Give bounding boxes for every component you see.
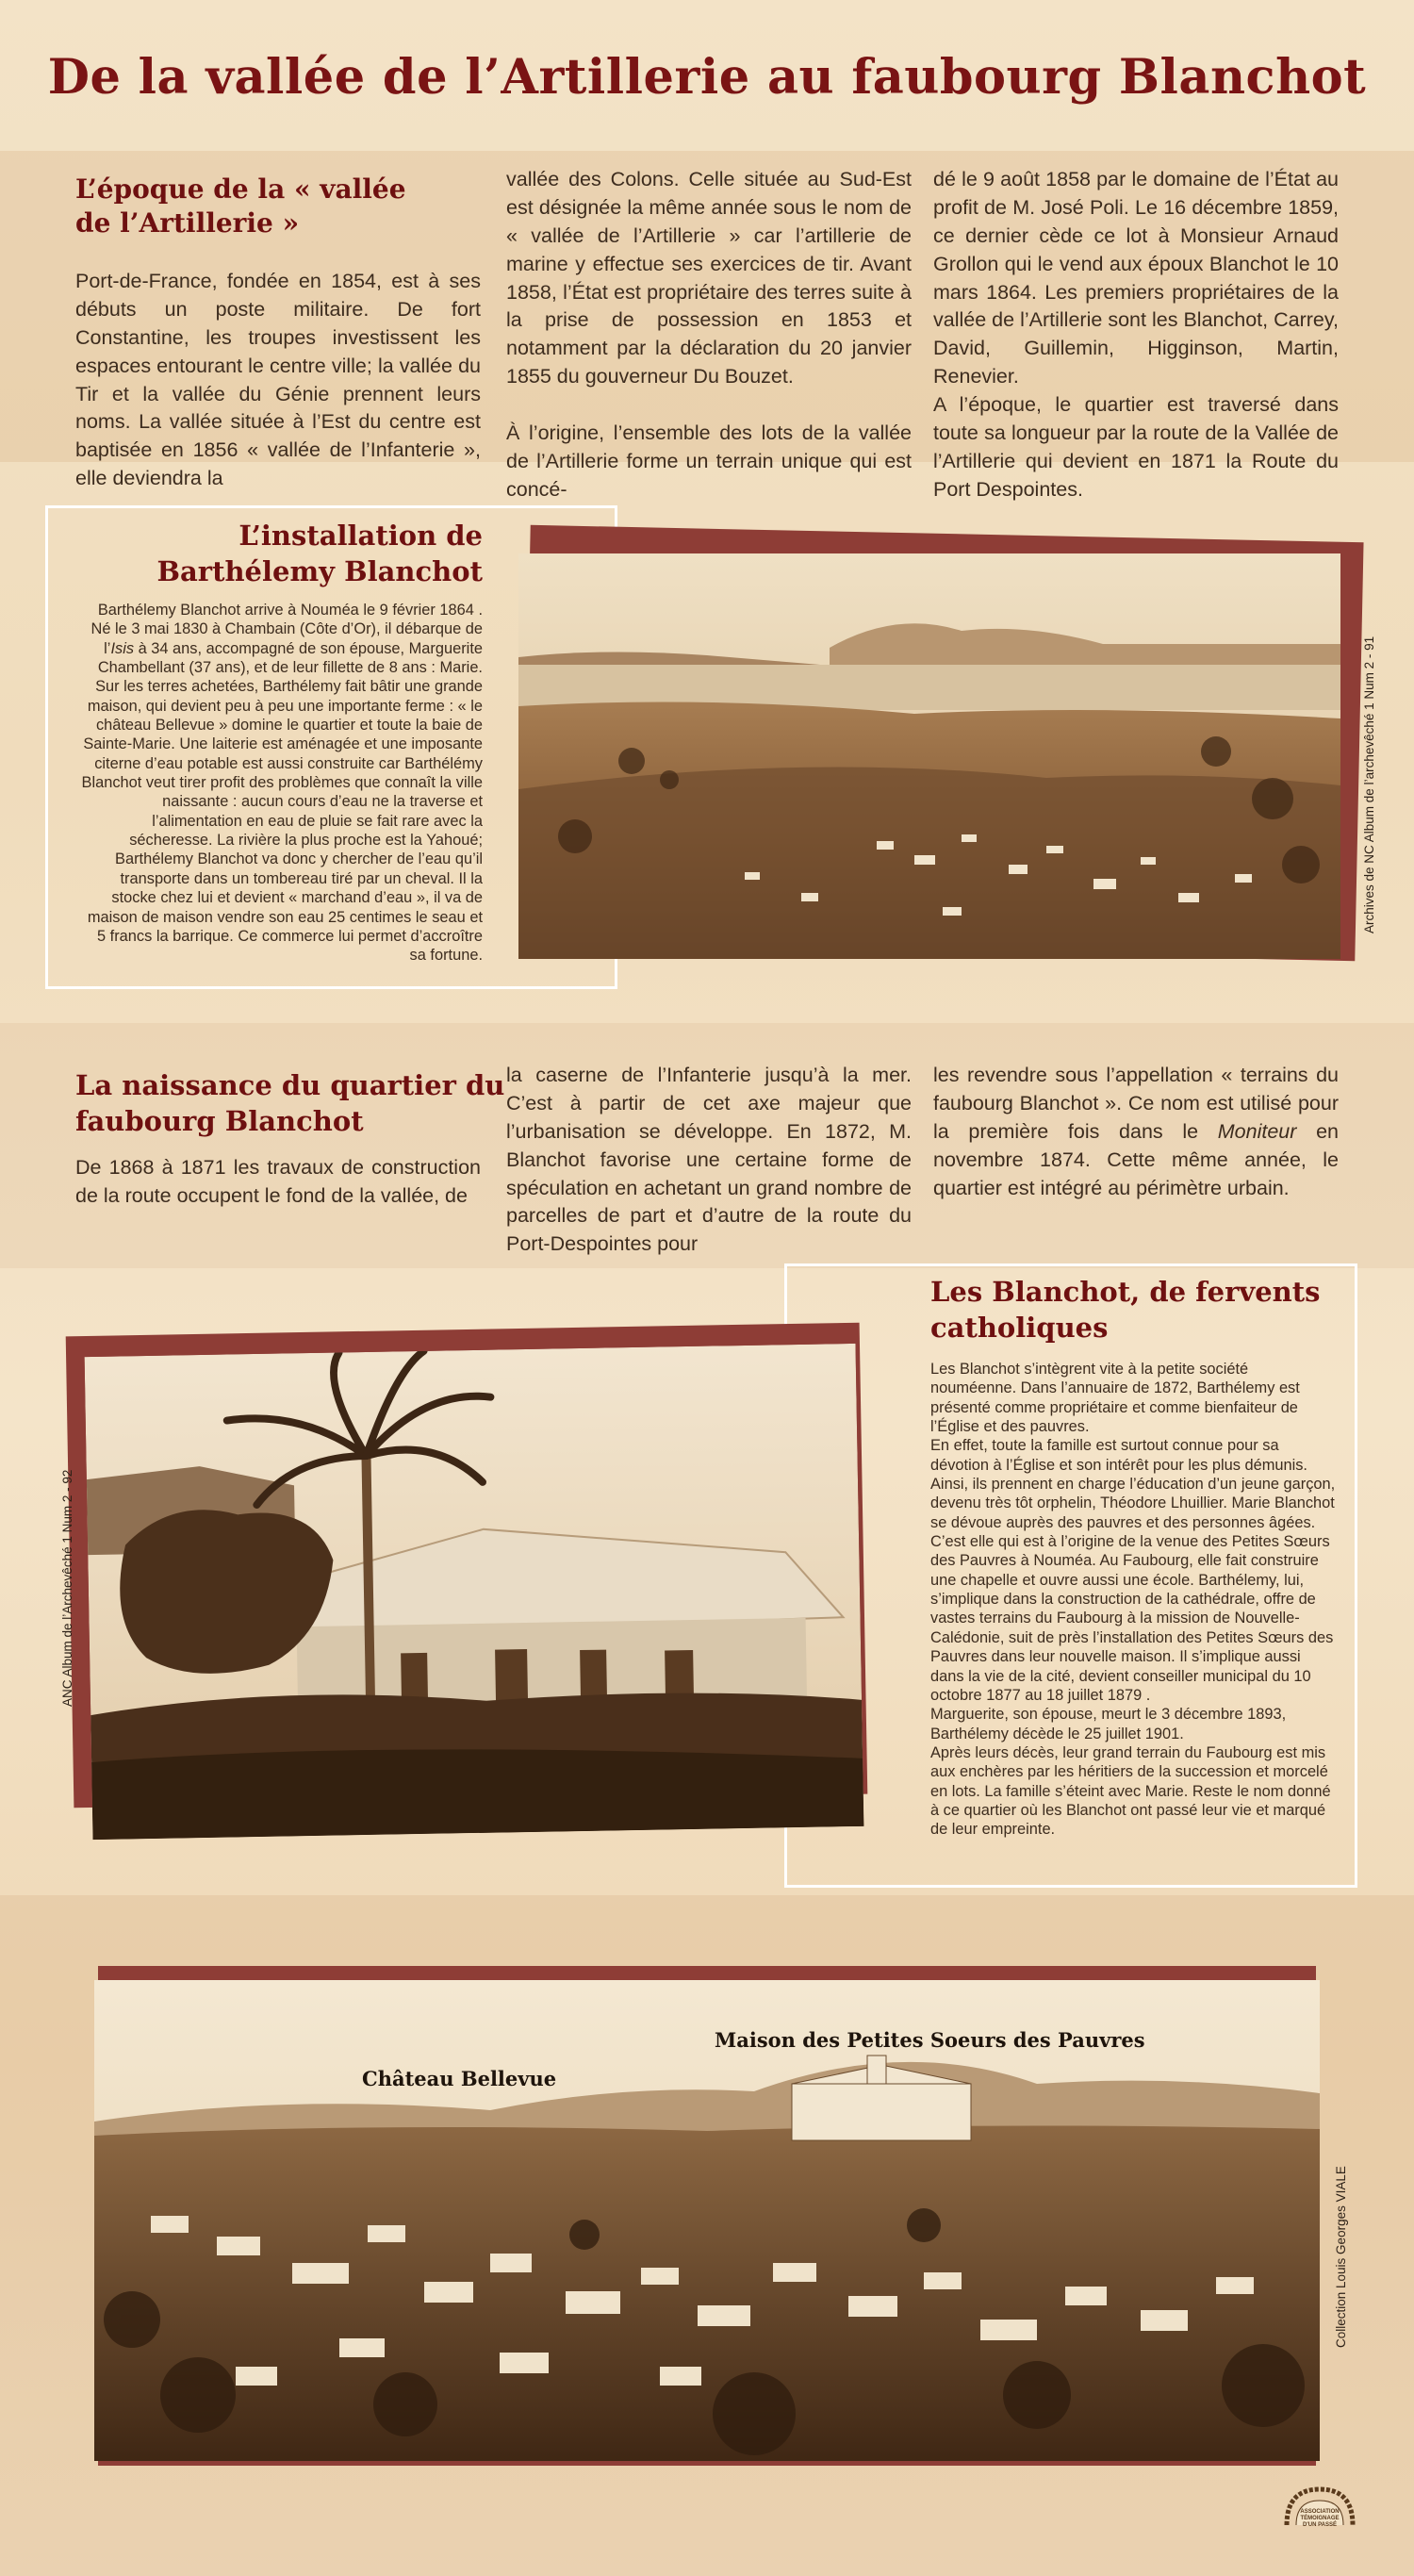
section3-column-1: De 1868 à 1871 les travaux de construction de la route occupent le fond de la vallée, de (75, 1156, 481, 1207)
heading-line: de l’Artillerie » (75, 207, 300, 239)
heading-line: La naissance du quartier du (75, 1069, 505, 1101)
section1-column-3 (933, 166, 1339, 504)
paragraph: Marguerite, son épouse, meurt le 3 décembre 1893, Barthélemy décède le 25 juillet 1901. (930, 1706, 1287, 1742)
logo-arch-icon (1277, 2478, 1362, 2544)
section-heading-installation-blanchot (75, 519, 483, 589)
heading-line: L’installation de (238, 520, 483, 552)
photo-credit-vertical: ANC Album de l’Archevêché 1 Num 2 - 92 (60, 1469, 74, 1707)
text-span: les revendre sous l’appellation « terrains du faubourg Blanchot ». Ce nom est utilisé pour la première fois dans le (933, 1064, 1339, 1143)
photo-chateau-bellevue-house (85, 1344, 864, 1840)
paragraph: À l’origine, l’ensemble des lots de la vallée de l’Artillerie forme un terrain unique qui est concé- (506, 421, 912, 501)
section-heading-naissance-quartier (75, 1068, 504, 1139)
section3-column-2: la caserne de l’Infanterie jusqu’à la mer. C’est à partir de cet axe majeur que l’urbanisation se développe. En 1872, M. Blanchot favorise une certaine forme de spéculation en achetant un grand nombre de parcelles de part et d’autre de la route du Port-Despointes pour (506, 1064, 912, 1256)
caption-maison-petites-soeurs: Maison des Petites Soeurs des Pauvres (715, 2028, 1145, 2052)
logo-text-line: ASSOCIATION (1300, 2509, 1340, 2515)
heading-line: faubourg Blanchot (75, 1104, 364, 1137)
section-heading-vallee-artillerie (75, 173, 406, 241)
ship-name: Isis (110, 639, 135, 657)
paragraph: dé le 9 août 1858 par le domaine de l’État au profit de M. José Poli. Le 16 décembre 1859, ce dernier cède ce lot à Monsieur Arnaud Grollon qui le vend aux époux Blanchot le 10 mars 1864. Les premiers propriétaires de la vallée de l’Artillerie sont les Blanchot, Carrey, David, Guillemin, Higginson, Martin, Renevier. (933, 168, 1339, 388)
landscape-photo-graphic (518, 553, 1340, 959)
paragraph: En effet, toute la famille est surtout connue pour sa dévotion à l’Église et son intérêt pour les plus démunis. Ainsi, ils prennent en charge l’éducation d’un jeune garçon, devenu très tôt orphelin, Théodore Lhuillier. Marie Blanchot se dévoue auprès des pauvres et des personnes âgées. C’est elle qui est à l’origine de la venue des Petites Sœurs des Pauvres à Nouméa. Au Faubourg, elle fait construire une chapelle et ouvre aussi une école. Barthélemy, lui, s’implique dans la construction de la cathédrale, offre de vastes terrains du Faubourg à la mission de Nouvelle-Calédonie, suit de près l’installation des Petites Sœurs des Pauvres dans leur nouvelle maison. Il s’implique aussi dans la vie de la cité, devient conseiller municipal du 10 octobre 1877 au 18 juillet 1879 . (930, 1437, 1336, 1704)
heading-line: catholiques (930, 1311, 1109, 1344)
paragraph: A l’époque, le quartier est traversé dans toute sa longueur par la route de la Vallée de l’Artillerie qui devient en 1871 la Route du Port Despointes. (933, 393, 1339, 501)
text-span: Barthélemy Blanchot arrive à Nouméa le 9 février 1864 . Né le 3 mai 1830 à Chambain (Côte d’Or), il débarque de l’ (90, 602, 483, 657)
photo-bay-landscape (518, 553, 1340, 959)
paragraph: Les Blanchot s’intègrent vite à la petite société nouméenne. Dans l’annuaire de 1872, Barthélemy est présenté comme propriétaire et comme bienfaiteur de l’Église et des pauvres. (930, 1361, 1300, 1436)
section4-text (930, 1360, 1336, 1840)
photo-panorama-faubourg (94, 1980, 1320, 2461)
section-heading-blanchot-catholiques (930, 1275, 1320, 1346)
heading-line: Les Blanchot, de fervents (930, 1276, 1321, 1308)
section3-column-3 (933, 1062, 1339, 1202)
caption-chateau-bellevue: Château Bellevue (362, 2067, 557, 2090)
page-title: De la vallée de l’Artillerie au faubourg Blanchot (47, 49, 1367, 106)
section1-column-1: Port-de-France, fondée en 1854, est à ses débuts un poste militaire. De fort Constantine, les troupes investissent les espaces entourant le centre ville; la vallée du Tir et la vallée du Génie prennent leurs noms. La vallée située à l’Est du centre est baptisée en 1856 « vallée de l’Infanterie », elle deviendra la (75, 270, 481, 490)
logo-text-line: D'UN PASSÉ (1303, 2522, 1337, 2528)
house-photo-graphic (85, 1344, 864, 1840)
section1-column-2 (506, 166, 912, 504)
panorama-photo-graphic (94, 1980, 1320, 2461)
paragraph: Après leurs décès, leur grand terrain du Faubourg est mis aux enchères par les héritiers de la succession et morcelé en lots. La famille s’éteint avec Marie. Reste le nom donné à ce quartier où les Blanchot ont passé leur vie et marqué de leur empreinte. (930, 1743, 1331, 1839)
text-span: à 34 ans, accompagné de son épouse, Marguerite Chambellant (37 ans), et de leur fillette de 8 ans : Marie. Sur les terres achetées, Barthélemy fait bâtir une grande maison, qui devient peu à peu une importante ferme : « le château Bellevue » domine le quartier et toute la baie de Sainte-Marie. Une laiterie est aménagée et une imposante citerne d’eau potable est aussi construite car Barthélémy Blanchot veut tirer profit des problèmes que connaît la ville naissante : aucun cours d’eau ne la traverse et l’alimentation en eau de pluie se fait rare avec la sécheresse. La rivière la plus proche est la Yahoué; Barthélemy Blanchot va donc y chercher de l’eau qu’il transporte dans un tombereau tiré par un cheval. Il la stocke chez lui et devient « marchand d’eau », il va de maison de maison vendre son eau 25 centimes le seau et 5 francs la barrique. Ce commerce lui permet d’accroître sa fortune. (81, 639, 483, 965)
paragraph: vallée des Colons. Celle située au Sud-Est est désignée la même année sous le nom de « vallée de l’Artillerie » car l’artillerie de marine y effectue ses exercices de tir. Avant 1858, l’État est propriétaire des terres suite à la prise de possession en 1853 et notamment par la déclaration du 20 janvier 1855 du gouverneur Du Bouzet. (506, 168, 912, 388)
section2-text (77, 601, 483, 966)
photo-credit-vertical: Archives de NC Album de l’archevêché 1 Num 2 - 91 (1362, 636, 1376, 933)
heading-line: L’époque de la « vallée (75, 173, 406, 205)
logo-text-line: TÉMOIGNAGE (1300, 2516, 1340, 2521)
newspaper-name: Moniteur (1217, 1119, 1297, 1143)
association-logo (1277, 2478, 1362, 2544)
text-span: en novembre 1874. Cette même année, le quartier est intégré au périmètre urbain. (933, 1119, 1340, 1199)
heading-line: Barthélemy Blanchot (156, 554, 483, 587)
photo-credit-vertical: Collection Louis Georges VIALE (1334, 2166, 1348, 2348)
